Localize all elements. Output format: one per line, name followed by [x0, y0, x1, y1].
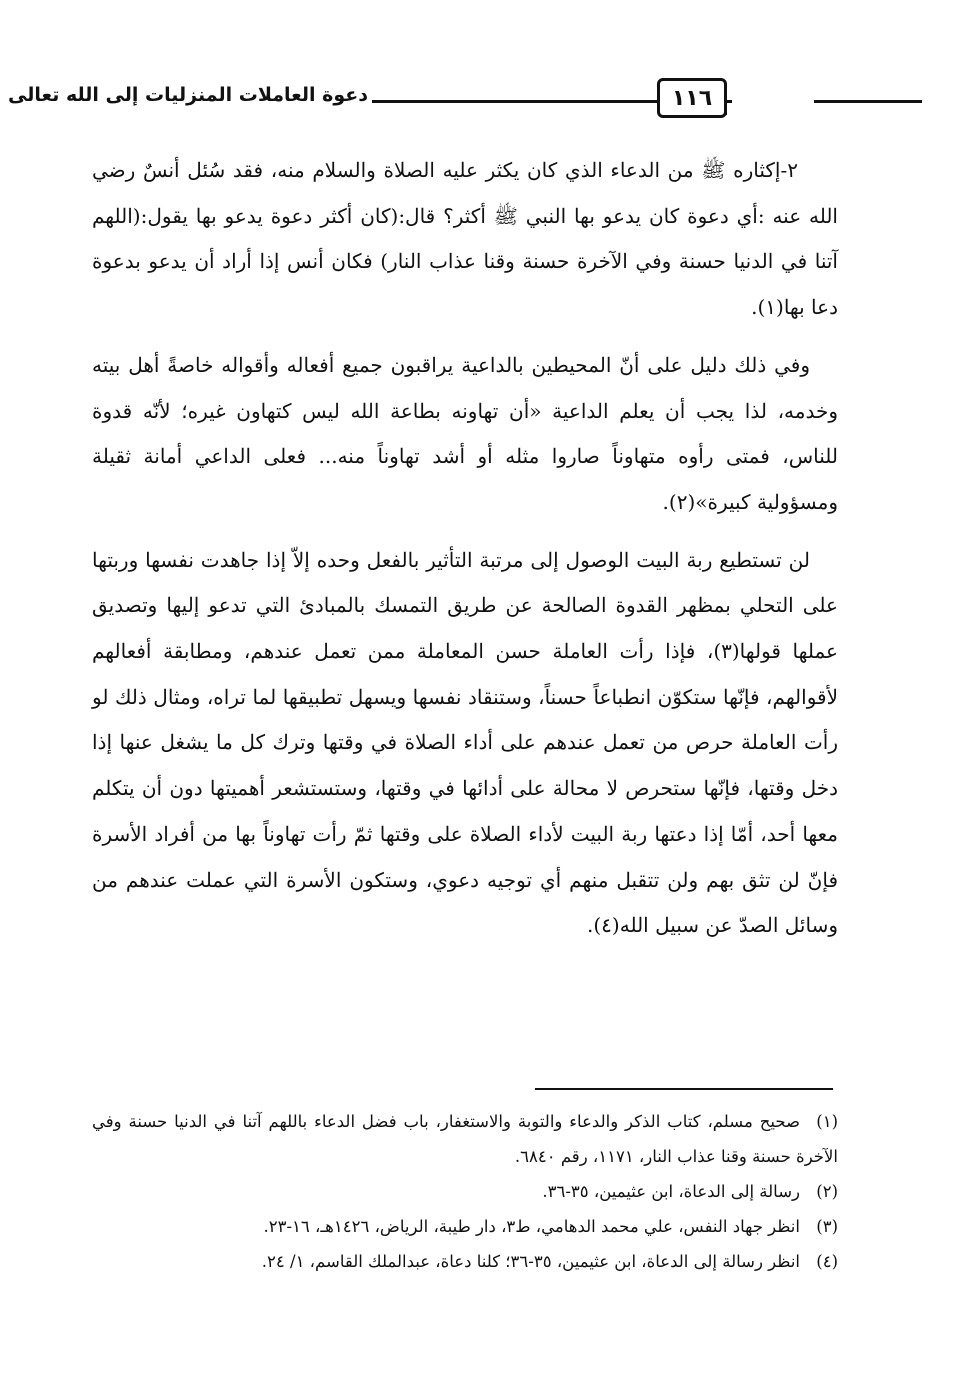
footnote [92, 1174, 838, 1209]
footnote [92, 1244, 838, 1279]
footnote-text: صحيح مسلم، كتاب الذكر والدعاء والتوبة والاستغفار، باب فضل الدعاء باللهم آتنا في الدنيا حسنة وفي الآخرة حسنة وقنا عذاب النار، ١١٧١، رقم ٦٨٤٠. [92, 1112, 838, 1166]
footnote-number: (٣) [816, 1217, 838, 1236]
footnote-separator [535, 1088, 833, 1090]
paragraph: وفي ذلك دليل على أنّ المحيطين بالداعية يراقبون جميع أفعاله وأقواله خاصةً أهل بيته وخدمه، لذا يجب أن يعلم الداعية «أن تهاونه بطاعة الله ليس كتهاون غيره؛ لأنّه قدوة للناس، فمتى رأوه متهاوناً صاروا مثله أو أشد تهاوناً منه... فعلى الداعي أمانة ثقيلة ومسؤولية كبيرة»(٢). [92, 352, 838, 514]
footnotes [92, 1104, 838, 1279]
running-header [8, 78, 838, 128]
header-title: دعوة العاملات المنزليات إلى الله تعالى [8, 84, 368, 106]
footnote-text: انظر رسالة إلى الدعاة، ابن عثيمين، ٣٥-٣٦؛ كلنا دعاة، عبدالملك القاسم، ١/ ٢٤. [261, 1252, 800, 1271]
page-number: ١١٦ [671, 85, 713, 111]
footnote-number: (٢) [816, 1182, 838, 1201]
footnote [92, 1209, 838, 1244]
paragraph: لن تستطيع ربة البيت الوصول إلى مرتبة التأثير بالفعل وحده إلاّ إذا جاهدت نفسها وربتها على التحلي بمظهر القدوة الصالحة عن طريق التمسك بالمبادئ التي تدعو إليها وتصديق عملها قولها(٣)، فإذا رأت العاملة حسن المعاملة ممن تعمل عندهم، ومطابقة أفعالهم لأقوالهم، فإنّها ستكوّن انطباعاً حسناً، وستنقاد نفسها ويسهل تطبيقها لما تراه، ومثال ذلك لو رأت العاملة حرص من تعمل عندهم على أداء الصلاة في وقتها وترك كل ما يشغل عنها إذا دخل وقتها، فإنّها ستحرص لا محالة على أدائها في وقتها، وستستشعر أهميتها دون أن يتكلم معها أحد، أمّا إذا دعتها ربة البيت لأداء الصلاة على وقتها ثمّ رأت تهاوناً بها من أفراد الأسرة فإنّ لن تثق بهم ولن تتقبل منهم أي توجيه دعوي، وستكون الأسرة التي عملت عندهم من وسائل الصدّ عن سبيل الله(٤). [92, 547, 839, 938]
footnote-text: انظر جهاد النفس، علي محمد الدهامي، ط٣، دار طيبة، الرياض، ١٤٢٦هـ، ١٦-٢٣. [263, 1217, 800, 1236]
footnote [92, 1104, 838, 1174]
footnote-number: (٤) [816, 1252, 838, 1271]
page-number-box [657, 78, 727, 118]
footnote-number: (١) [816, 1112, 838, 1131]
footnote-text: رسالة إلى الدعاة، ابن عثيمين، ٣٥-٣٦. [542, 1182, 800, 1201]
header-rule [814, 100, 922, 103]
paragraph: ٢-إكثاره ﷺ من الدعاء الذي كان يكثر عليه الصلاة والسلام منه، فقد سُئل أنسٌ رضي الله عنه :أي دعوة كان يدعو بها النبي ﷺ أكثر؟ قال:(كان أكثر دعوة يدعو بها يقول:(اللهم آتنا في الدنيا حسنة وفي الآخرة حسنة وقنا عذاب النار) فكان أنس إذا أراد أن يدعو بدعوة دعا بها(١). [92, 158, 838, 320]
main-text [92, 148, 838, 961]
